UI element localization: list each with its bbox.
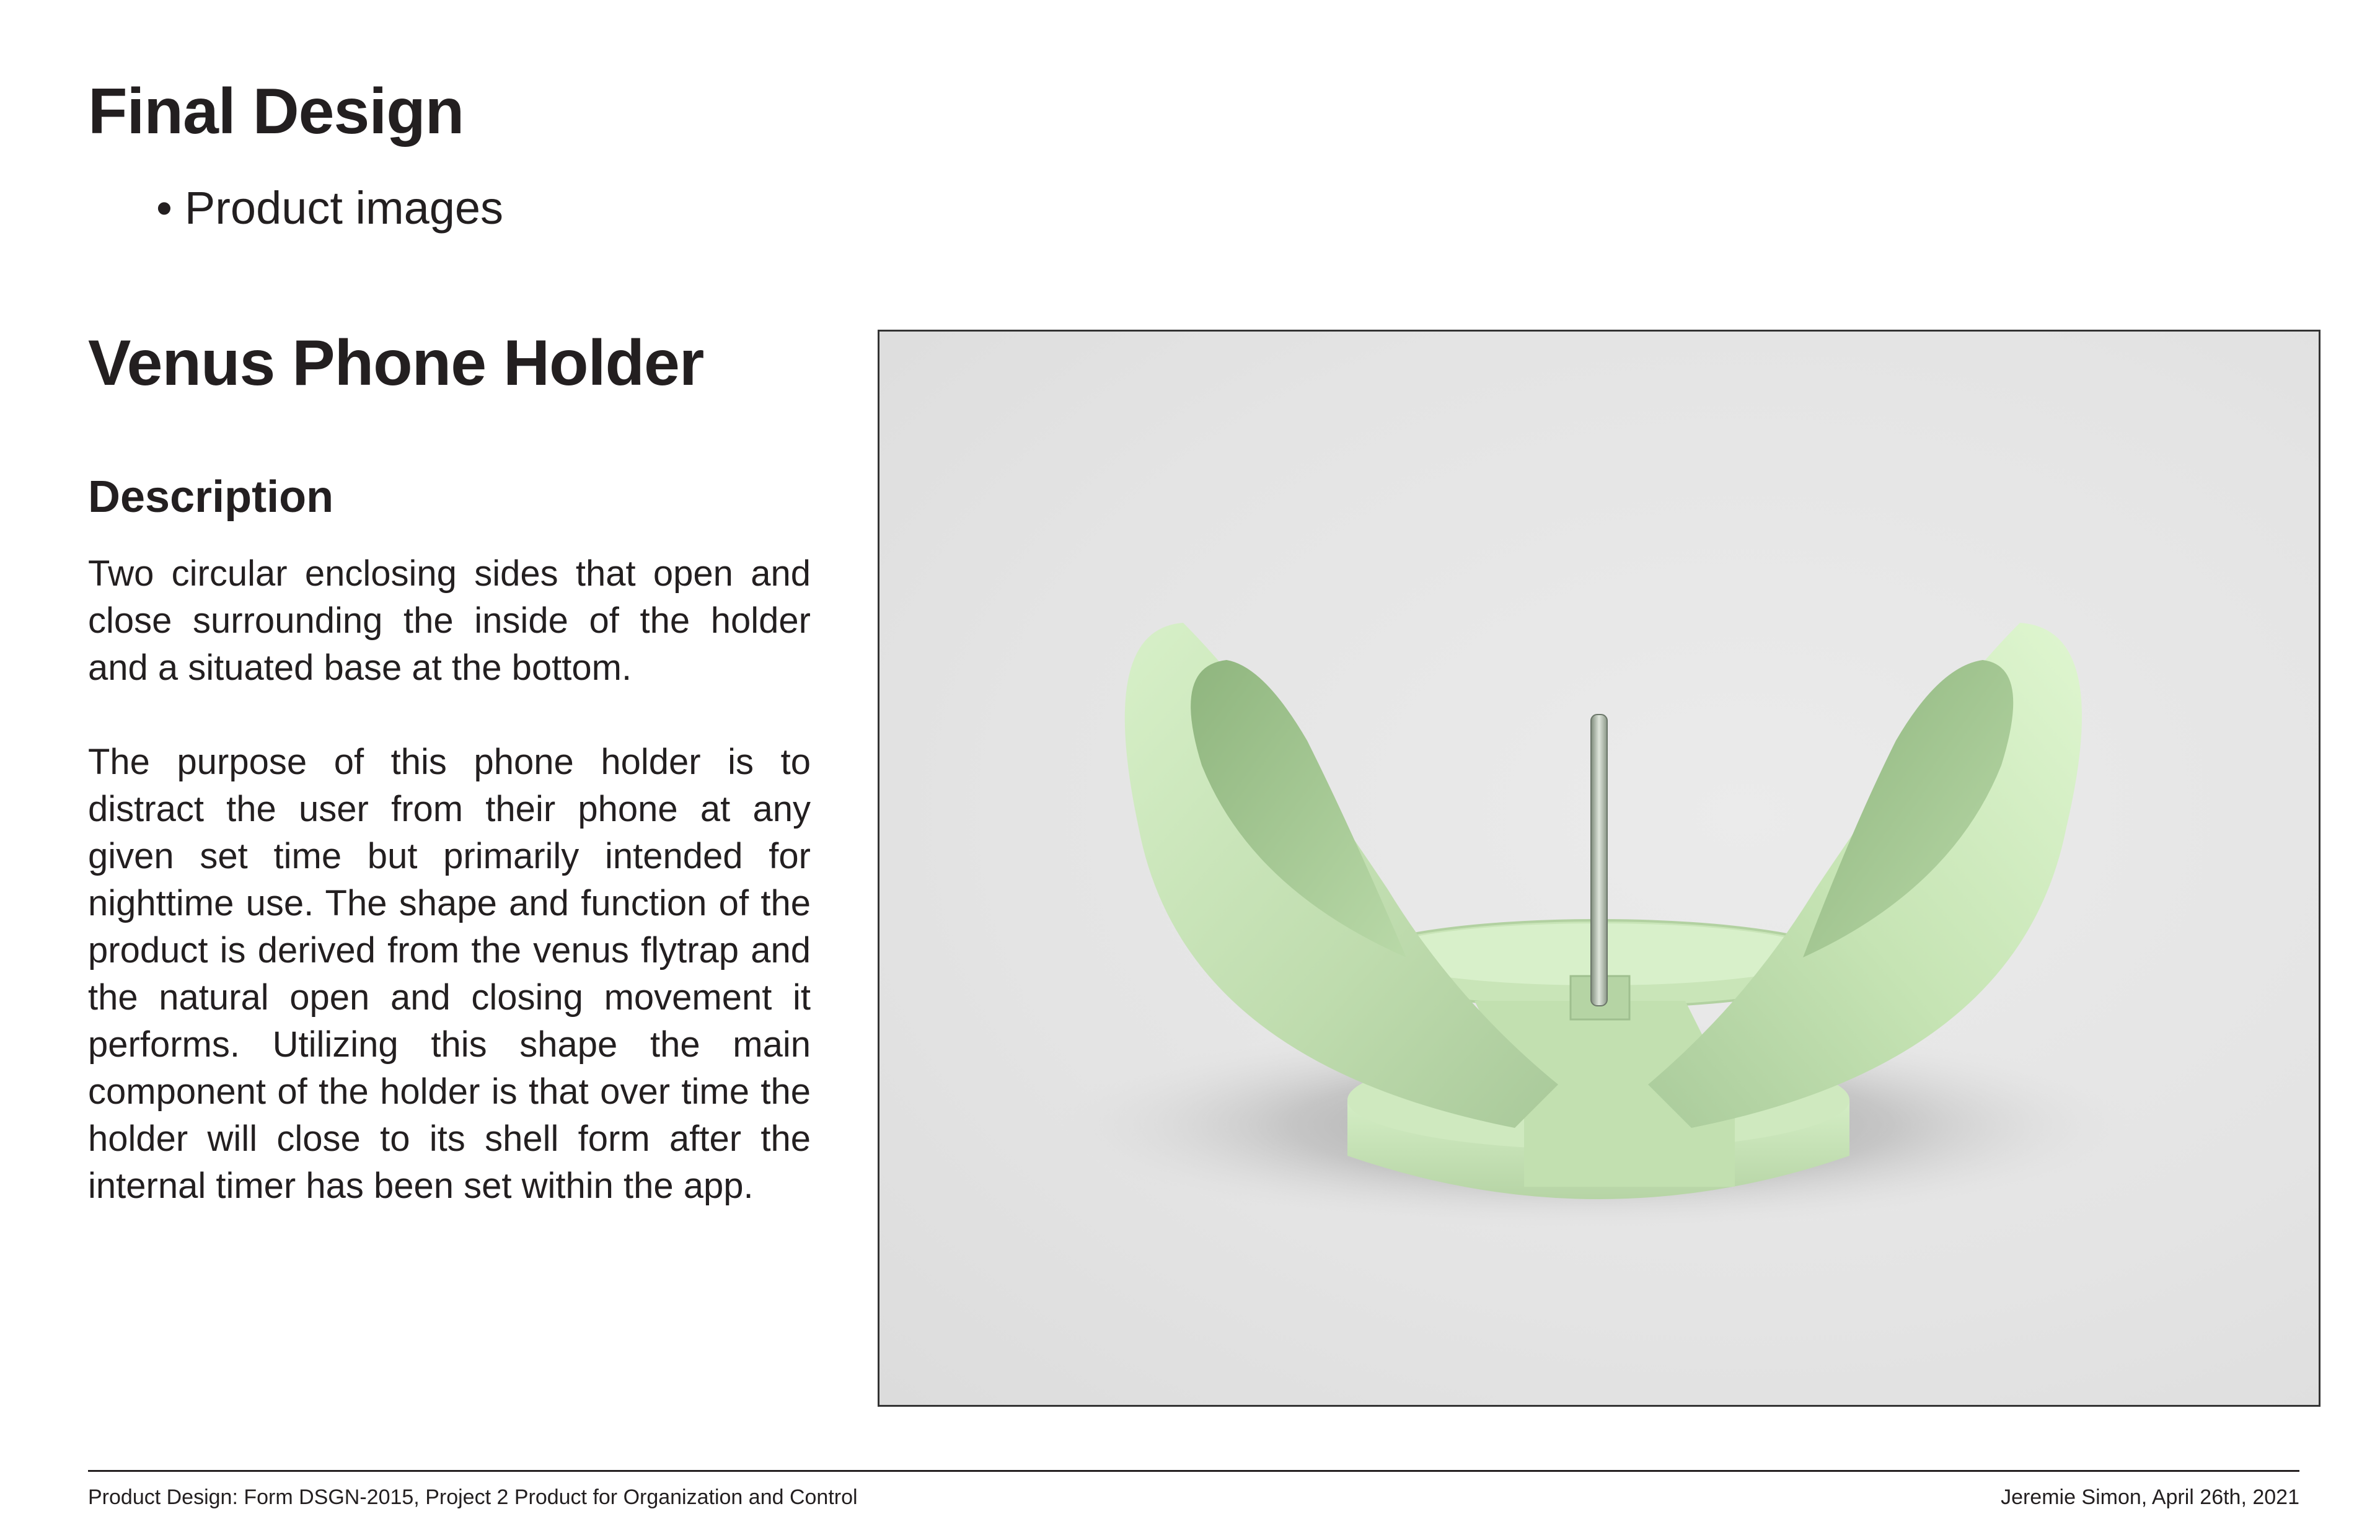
description-body xyxy=(88,550,811,1210)
product-title: Venus Phone Holder xyxy=(88,327,704,399)
page-title: Final Design xyxy=(88,76,464,147)
footer-course: Product Design: Form DSGN-2015, Project 2 Product for Organization and Control xyxy=(88,1485,858,1509)
phone xyxy=(1591,715,1607,1006)
description-heading: Description xyxy=(88,472,334,522)
description-paragraph-2: The purpose of this phone holder is to distract the user from their phone at any given set time but primarily intended for nighttime use. The shape and function of the product is derived from the venus flytrap and the natural open and closing movement it performs. Utilizing this shape the main component of the holder is that over time the holder will close to its shell form after the internal timer has been set within the app. xyxy=(88,742,811,1206)
bullet-item-product-images: • Product images xyxy=(156,181,503,236)
description-paragraph-1: Two circular enclosing sides that open and close surrounding the inside of the holder and a situated base at the bottom. xyxy=(88,553,811,688)
footer-divider xyxy=(88,1470,2299,1472)
footer-author-date: Jeremie Simon, April 26th, 2021 xyxy=(2001,1485,2299,1509)
bullet-list xyxy=(156,181,503,236)
venus-phone-holder-render xyxy=(879,332,2319,1405)
product-render-image xyxy=(878,330,2320,1407)
